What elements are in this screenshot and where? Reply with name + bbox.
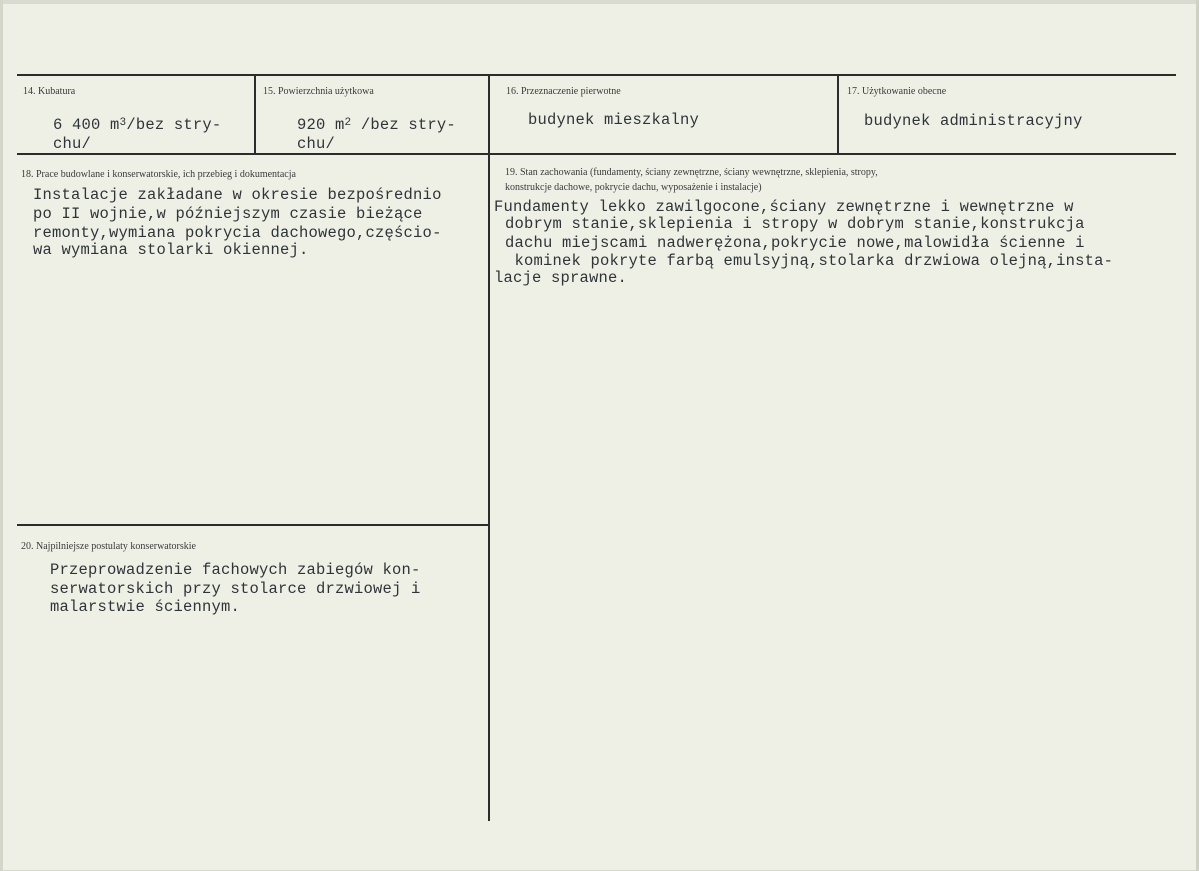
field-16-value: budynek mieszkalny [528, 111, 700, 129]
field-20-line-3: malarstwie ściennym. [50, 598, 241, 616]
divider-14-15 [254, 76, 256, 153]
field-16-label: 16. Przeznaczenie pierwotne [506, 86, 621, 97]
field-20-label: 20. Najpilniejsze postulaty konserwatorskie [21, 541, 196, 552]
field-15-value: 920 $m^2$ /bez stry- [297, 116, 456, 134]
field-14-label: 14. Kubatura [23, 86, 76, 97]
field-19-line-1: Fundamenty lekko zawilgocone,ściany zewnętrzne i wewnętrzne w [494, 198, 1074, 216]
divider-15-16 [488, 76, 490, 821]
field-19-label-line2: konstrukcje dachowe, pokrycie dachu, wyposażenie i instalacje) [505, 182, 762, 193]
field-15-label: 15. Powierzchnia użytkowa [263, 86, 374, 97]
card-edge-top [0, 0, 1199, 4]
field-19-label: 19. Stan zachowania (fundamenty, ściany zewnętrzne, ściany wewnętrzne, sklepienia, stropy, [505, 167, 878, 178]
field-17-value: budynek administracyjny [864, 112, 1083, 130]
header-bottom-rule [17, 153, 1176, 155]
top-rule [17, 74, 1176, 76]
divider-16-17 [837, 76, 839, 153]
field-19-line-2: dobrym stanie,sklepienia i stropy w dobrym stanie,konstrukcja [505, 215, 1085, 233]
field-19-line-5: lacje sprawne. [494, 269, 628, 287]
field-18-label: 18. Prace budowlane i konserwatorskie, ich przebieg i dokumentacja [21, 169, 296, 180]
field-19-line-3: dachu miejscami nadwerężona,pokrycie nowe,malowidła ścienne i [505, 234, 1085, 252]
field-18-line-3: remonty,wymiana pokrycia dachowego,częścio- [33, 224, 442, 242]
field-18-line-1: Instalacje zakładane w okresie bezpośrednio [33, 186, 442, 204]
rule-18-20 [17, 524, 488, 526]
field-20-line-2: serwatorskich przy stolarce drzwiowej i [50, 580, 421, 598]
field-20-line-1: Przeprowadzenie fachowych zabiegów kon- [50, 561, 421, 579]
field-17-label: 17. Użytkowanie obecne [847, 86, 947, 97]
field-14-value-line2: chu/ [53, 135, 92, 153]
field-18-line-2: po II wojnie,w późniejszym czasie bieżące [33, 205, 423, 223]
field-19-line-4: kominek pokryte farbą emulsyjną,stolarka drzwiowa olejną,insta- [505, 252, 1114, 270]
field-18-line-4: wa wymiana stolarki okiennej. [33, 241, 309, 259]
field-14-value: 6 400 $m^3$/bez stry- [53, 116, 222, 134]
field-15-value-line2: chu/ [297, 135, 336, 153]
card-edge-left [0, 0, 3, 871]
